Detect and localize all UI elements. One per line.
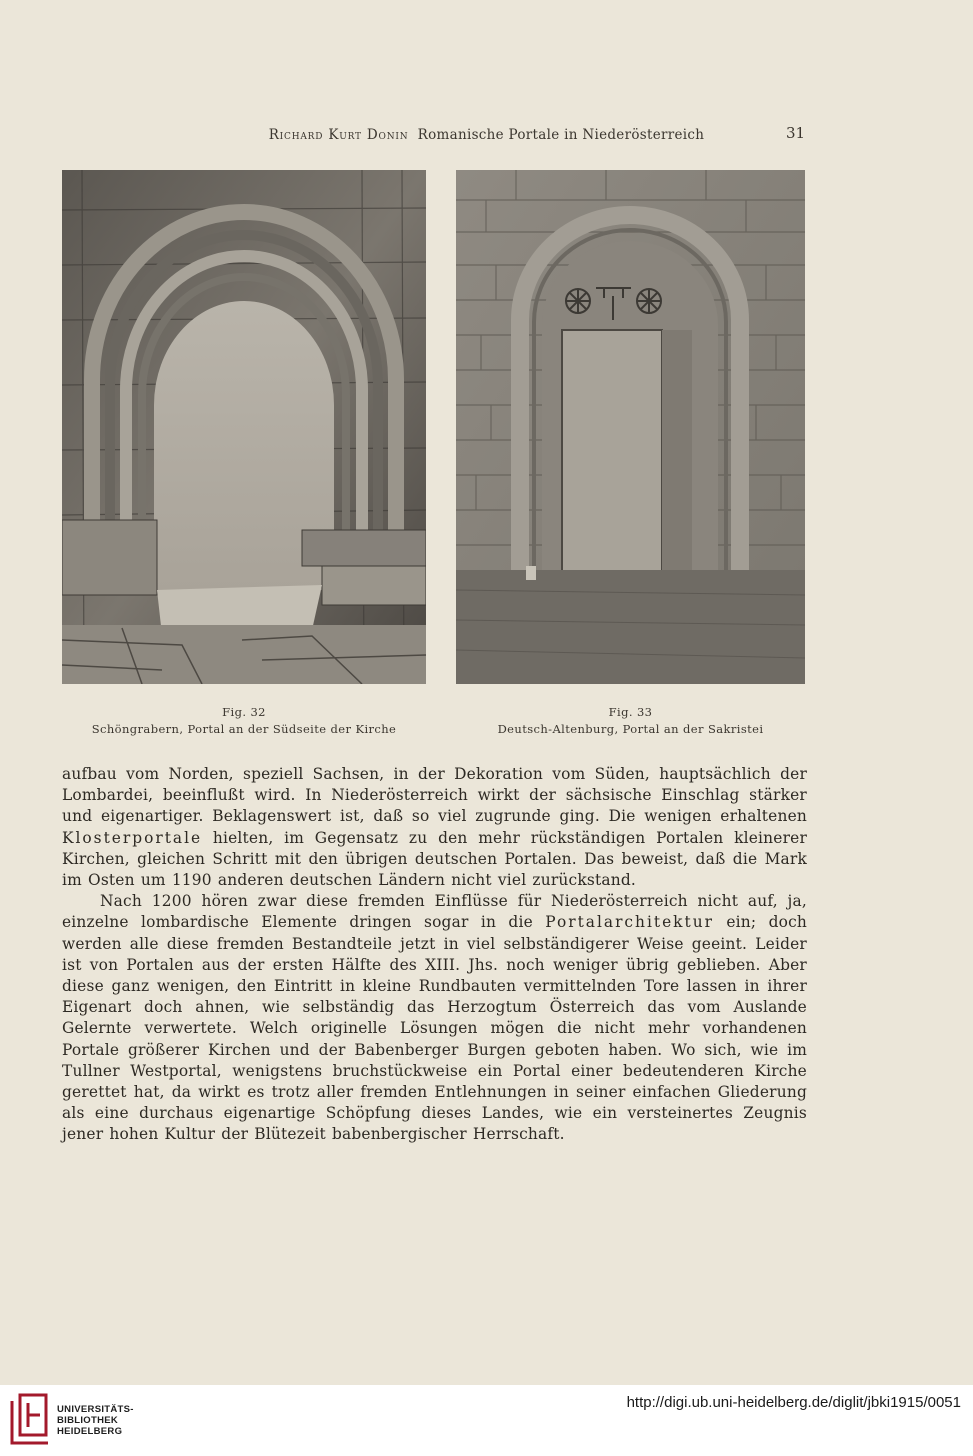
library-name-line-2: BIBLIOTHEK — [57, 1415, 119, 1426]
figure-32-photo — [62, 170, 426, 684]
paragraph-1 — [62, 764, 807, 891]
figure-32-number: Fig. 32 — [222, 705, 266, 719]
article-title: Romanische Portale in Niederösterreich — [417, 127, 705, 143]
figure-33-number: Fig. 33 — [608, 705, 653, 719]
figure-33-text: Deutsch-Altenburg, Portal an der Sakristei — [497, 722, 764, 736]
paragraph-1-spaced-term: Klosterportale — [62, 828, 203, 847]
body-text — [62, 764, 807, 1146]
paragraph-1-text-continued: hielten, im Gegensatz zu den mehr rückständigen Portalen kleinerer Kirchen, gleichen Schritt mit den übrigen deutschen Portalen. Das beweist, daß die Mark im Osten um 1190 anderen deutschen Ländern nicht viel zurückstand. — [62, 828, 808, 890]
library-name-line-3: HEIDELBERG — [57, 1426, 123, 1437]
university-library-logo[interactable] — [8, 1391, 52, 1449]
figure-32-text: Schöngrabern, Portal an der Südseite der Kirche — [91, 722, 397, 736]
source-url-link[interactable]: http://digi.ub.uni-heidelberg.de/diglit/jbki1915/0051 — [626, 1394, 961, 1411]
paragraph-1-text: aufbau vom Norden, speziell Sachsen, in der Dekoration vom Süden, hauptsächlich der Lombardei, beeinflußt wird. In Niederösterreich wirkt der sächsische Einschlag stärker und eigenartiger. Beklagenswert ist, daß so viel zugrunde ging. Die wenigen erhaltenen — [62, 765, 807, 826]
page-number: 31 — [786, 124, 806, 142]
paragraph-2-text: Nach 1200 hören zwar diese fremden Einflüsse für Niederösterreich nicht auf, ja, einzelne lombardische Elemente dringen sogar in die — [62, 892, 807, 932]
running-head — [0, 127, 973, 143]
paragraph-2-spaced-term: Portalarchitektur — [545, 913, 714, 932]
author-name: Richard Kurt Donin — [268, 127, 409, 143]
library-name-line-1: UNIVERSITÄTS- — [57, 1404, 134, 1415]
library-name — [57, 1404, 134, 1437]
figure-33-photo — [456, 170, 805, 684]
schoengrabern-portal-image — [62, 170, 426, 684]
paragraph-2-text-continued: ein; doch werden alle diese fremden Bestandteile jetzt in viel selbständigerer Weise geeint. Leider ist von Portalen aus der ersten Hälfte des XIII. Jhs. noch weniger übrig geblieben. Aber diese ganz wenigen, den Eintritt in kleine Rundbauten vermittelnden Tore lassen in ihrer Eigenart doch ahnen, wie selbständig das Herzogtum Österreich das vom Auslande Gelernte verwertete. Welch originelle Lösungen mögen die nicht mehr vorhandenen Portale größerer Kirchen und der Babenberger Burgen geboten haben. Wo sich, wie im Tullner Westportal, wenigstens bruchstückweise ein Portal einer bedeutenderen Kirche gerettet hat, da wirkt es trotz aller fremden Entlehnungen in seiner einfachen Gliederung als eine durchaus eigenartige Schöpfung dieses Landes, wie ein versteinertes Zeugnis jener hohen Kultur der Blütezeit babenbergischer Herrschaft. — [62, 913, 808, 1144]
deutsch-altenburg-portal-image — [456, 170, 805, 684]
paragraph-2 — [62, 891, 807, 1145]
figure-33-caption — [456, 704, 805, 738]
figure-32-caption — [62, 704, 426, 738]
